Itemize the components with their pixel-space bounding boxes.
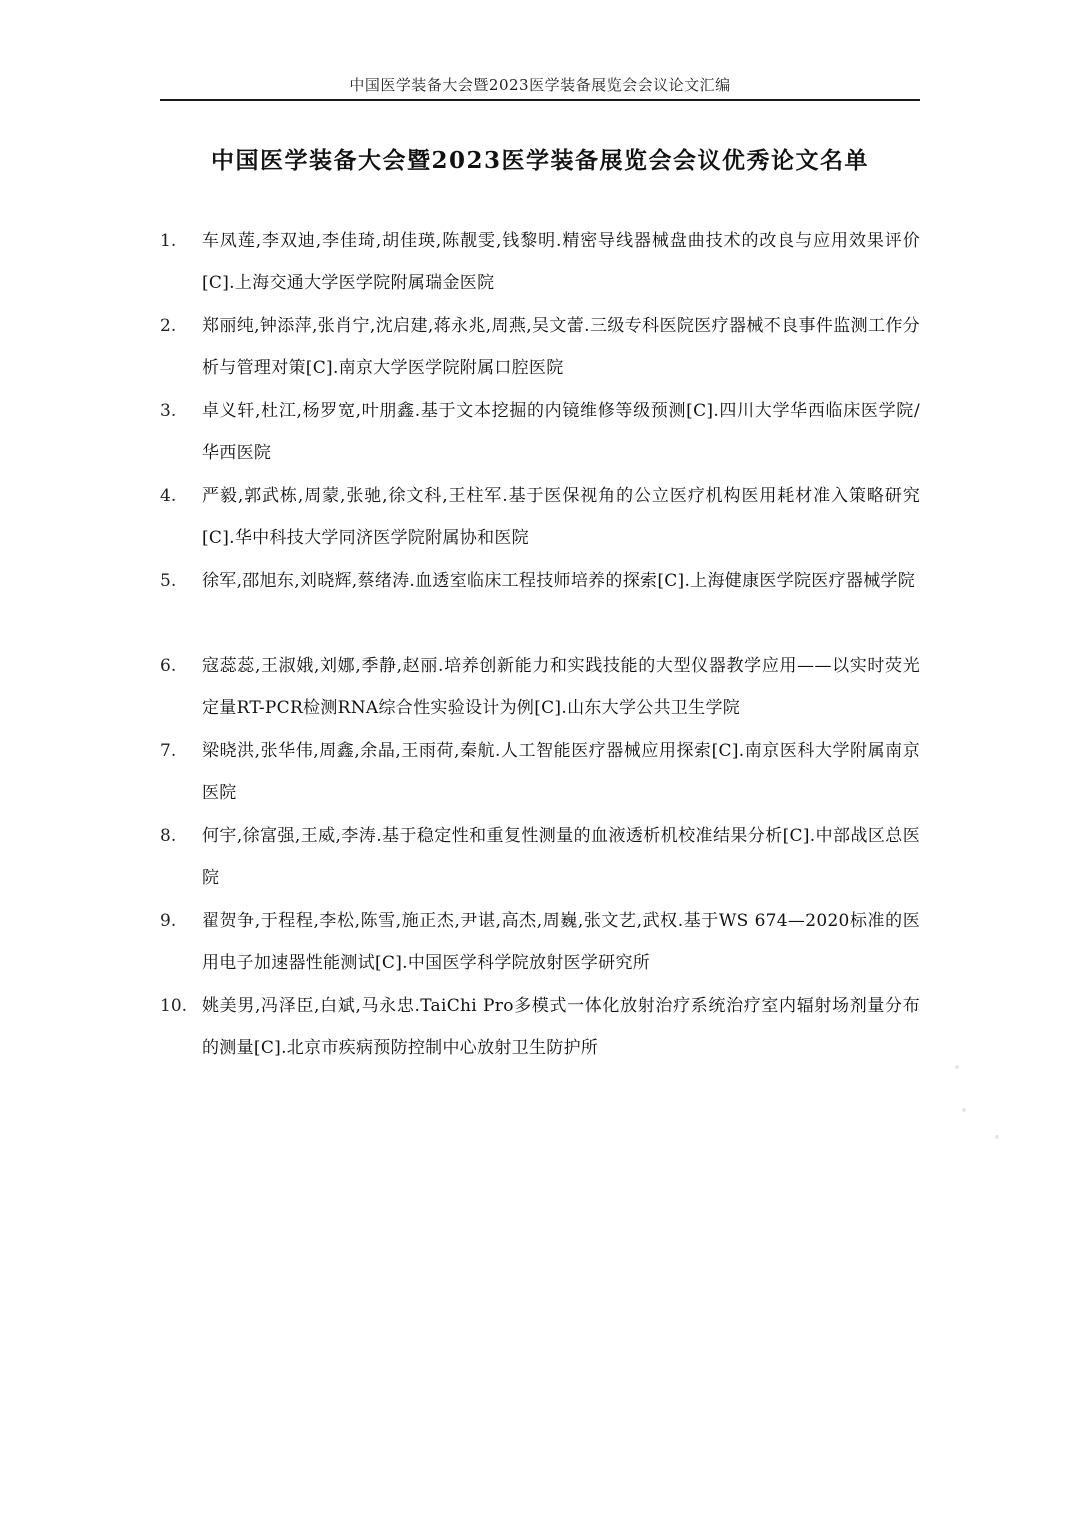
item-citation: 严毅,郭武栋,周蒙,张驰,徐文科,王柱军.基于医保视角的公立医疗机构医用耗材准入策略研究[C].华中科技大学同济医学院附属协和医院 <box>202 486 920 548</box>
item-number: 6. <box>160 656 177 676</box>
item-citation: 卓义轩,杜江,杨罗宽,叶朋鑫.基于文本挖掘的内镜维修等级预测[C].四川大学华西临床医学院/华西医院 <box>202 401 920 463</box>
list-item <box>160 985 920 1070</box>
item-citation: 徐军,邵旭东,刘晓辉,蔡绪涛.血透室临床工程技师培养的探索[C].上海健康医学院医疗器械学院 <box>202 571 916 591</box>
item-number: 5. <box>160 571 177 591</box>
scan-speck <box>995 1135 999 1139</box>
item-number: 8. <box>160 826 177 846</box>
list-item <box>160 645 920 730</box>
item-citation: 车凤莲,李双迪,李佳琦,胡佳瑛,陈靓雯,钱黎明.精密导线器械盘曲技术的改良与应用效果评价[C].上海交通大学医学院附属瑞金医院 <box>202 231 920 293</box>
item-citation: 翟贺争,于程程,李松,陈雪,施正杰,尹谌,高杰,周巍,张文艺,武权.基于WS 674—2020标准的医用电子加速器性能测试[C].中国医学科学院放射医学研究所 <box>202 911 920 973</box>
paper-list <box>160 220 920 1070</box>
list-item <box>160 815 920 900</box>
list-item <box>160 560 920 645</box>
item-citation: 寇蕊蕊,王淑娥,刘娜,季静,赵丽.培养创新能力和实践技能的大型仪器教学应用——以实时荧光定量RT-PCR检测RNA综合性实验设计为例[C].山东大学公共卫生学院 <box>202 656 920 718</box>
list-item <box>160 220 920 305</box>
running-header: 中国医学装备大会暨2023医学装备展览会会议论文汇编 <box>349 76 731 94</box>
list-item <box>160 730 920 815</box>
item-citation: 梁晓洪,张华伟,周鑫,余晶,王雨荷,秦航.人工智能医疗器械应用探索[C].南京医科大学附属南京医院 <box>202 741 920 803</box>
list-item <box>160 390 920 475</box>
item-number: 3. <box>160 401 177 421</box>
item-number: 9. <box>160 911 177 931</box>
scan-speck <box>955 1065 959 1069</box>
item-citation: 姚美男,冯泽臣,白斌,马永忠.TaiChi Pro多模式一体化放射治疗系统治疗室内辐射场剂量分布的测量[C].北京市疾病预防控制中心放射卫生防护所 <box>202 996 920 1058</box>
list-item <box>160 900 920 985</box>
scan-speck <box>962 1108 966 1112</box>
item-citation: 郑丽纯,钟添萍,张肖宁,沈启建,蒋永兆,周燕,吴文蕾.三级专科医院医疗器械不良事件监测工作分析与管理对策[C].南京大学医学院附属口腔医院 <box>202 316 920 378</box>
item-citation: 何宇,徐富强,王威,李涛.基于稳定性和重复性测量的血液透析机校准结果分析[C].中部战区总医院 <box>202 826 920 888</box>
list-item <box>160 305 920 390</box>
item-number: 7. <box>160 741 177 761</box>
item-number: 10. <box>160 996 188 1016</box>
page-title: 中国医学装备大会暨2023医学装备展览会会议优秀论文名单 <box>210 147 869 174</box>
item-number: 2. <box>160 316 177 336</box>
item-number: 1. <box>160 231 177 251</box>
item-number: 4. <box>160 486 177 506</box>
list-item <box>160 475 920 560</box>
header-divider <box>160 99 920 101</box>
